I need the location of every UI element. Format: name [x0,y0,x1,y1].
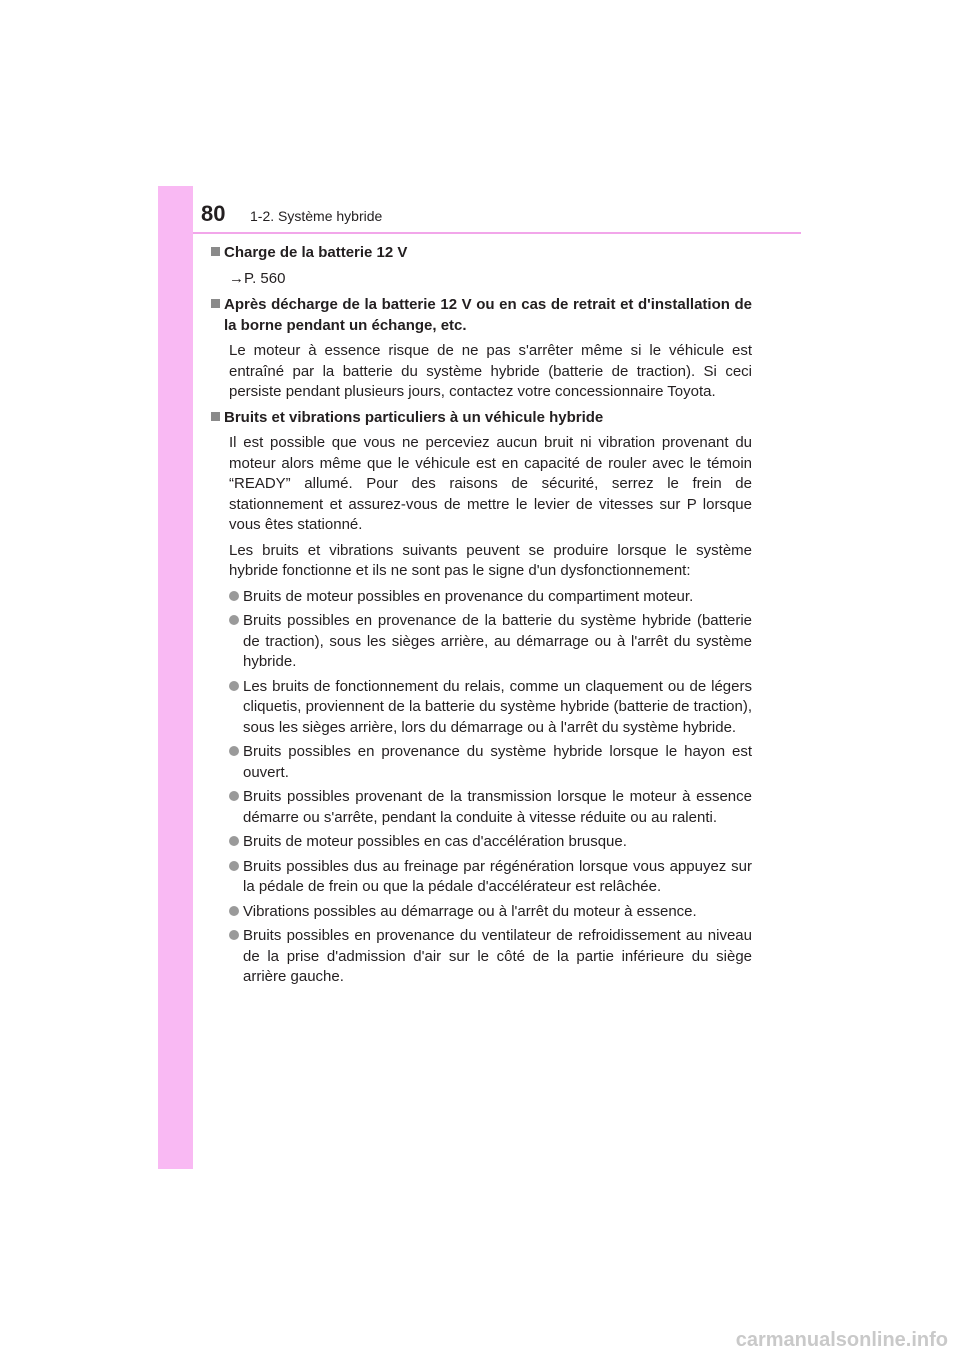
list-item [229,857,752,898]
page-content [211,243,752,992]
square-bullet-icon [211,247,220,256]
header-rule [193,232,801,234]
round-bullet-icon [229,615,239,625]
round-bullet-icon [229,861,239,871]
section-title: 1-2. Système hybride [250,208,383,224]
topic-heading [211,243,752,264]
topic-title: Bruits et vibrations particuliers à un véhicule hybride [224,408,604,426]
list-item-text: Bruits possibles en provenance du ventilateur de refroidissement au niveau de la prise d'admission d'air sur le côté de la partie inférieure du siège arrière gauche. [243,927,752,985]
chapter-tab-strip [158,186,193,1169]
list-item-text: Les bruits de fonctionnement du relais, comme un claquement ou de légers cliquetis, proviennent de la batterie du système hybride (batterie de traction), sous les sièges arrière, lors du démarrage ou à l'arrêt du système hybride. [243,677,752,736]
paragraph: Il est possible que vous ne perceviez aucun bruit ni vibration provenant du moteur alors même que le véhicule est en capacité de rouler avec le témoin “READY” allumé. Pour des raisons de sécurité, serrez le frein de stationnement et assurez-vous de mettre le levier de vitesses sur P lorsque vous êtes stationné. [229,434,752,533]
square-bullet-icon [211,299,220,308]
round-bullet-icon [229,930,239,940]
topic-title: Après décharge de la batterie 12 V ou en cas de retrait et d'installation de la borne pendant un échange, etc. [224,296,752,334]
page-number: 80 [201,201,226,226]
round-bullet-icon [229,906,239,916]
list-item [229,742,752,783]
list-item [229,926,752,988]
list-item [229,832,752,853]
list-item-text: Bruits de moteur possibles en cas d'accélération brusque. [243,833,627,850]
list-item-text: Bruits possibles en provenance du système hybride lorsque le hayon est ouvert. [243,743,752,781]
round-bullet-icon [229,681,239,691]
list-item [229,611,752,673]
bullet-list [229,587,752,988]
round-bullet-icon [229,746,239,756]
round-bullet-icon [229,836,239,846]
paragraph: Les bruits et vibrations suivants peuvent se produire lorsque le système hybride fonctionne et ils ne sont pas le signe d'un dysfonctionnement: [229,541,752,579]
list-item [229,587,752,608]
list-item-text: Vibrations possibles au démarrage ou à l'arrêt du moteur à essence. [243,902,697,920]
topic-12v-charge [211,243,752,289]
list-item [229,787,752,828]
list-item-text: Bruits possibles en provenance de la batterie du système hybride (batterie de traction), sous les sièges arrière, au démarrage ou à l'arrêt du système hybride. [243,612,752,670]
list-item [229,677,752,739]
watermark: carmanualsonline.info [735,1329,948,1351]
square-bullet-icon [211,412,220,421]
list-item-text: Bruits de moteur possibles en provenance du compartiment moteur. [243,587,694,605]
round-bullet-icon [229,791,239,801]
topic-hybrid-noise [211,408,752,988]
topic-12v-discharge [211,295,752,403]
paragraph: Le moteur à essence risque de ne pas s'arrêter même si le véhicule est entraîné par la batterie du système hybride (batterie de traction). Si ceci persiste pendant plusieurs jours, contactez votre concessionnaire Toyota. [229,342,752,400]
list-item-text: Bruits possibles dus au freinage par régénération lorsque vous appuyez sur la pédale de frein ou que la pédale d'accélérateur est relâchée. [243,857,752,895]
topic-heading [211,408,752,429]
round-bullet-icon [229,591,239,601]
page-reference-link[interactable]: →P. 560 [229,269,286,287]
list-item-text: Bruits possibles provenant de la transmission lorsque le moteur à essence démarre ou s'arrête, pendant la conduite à vitesse réduite ou au ralenti. [243,788,752,826]
list-item [229,902,752,923]
topic-title: Charge de la batterie 12 V [224,244,408,261]
topic-heading [211,295,752,336]
